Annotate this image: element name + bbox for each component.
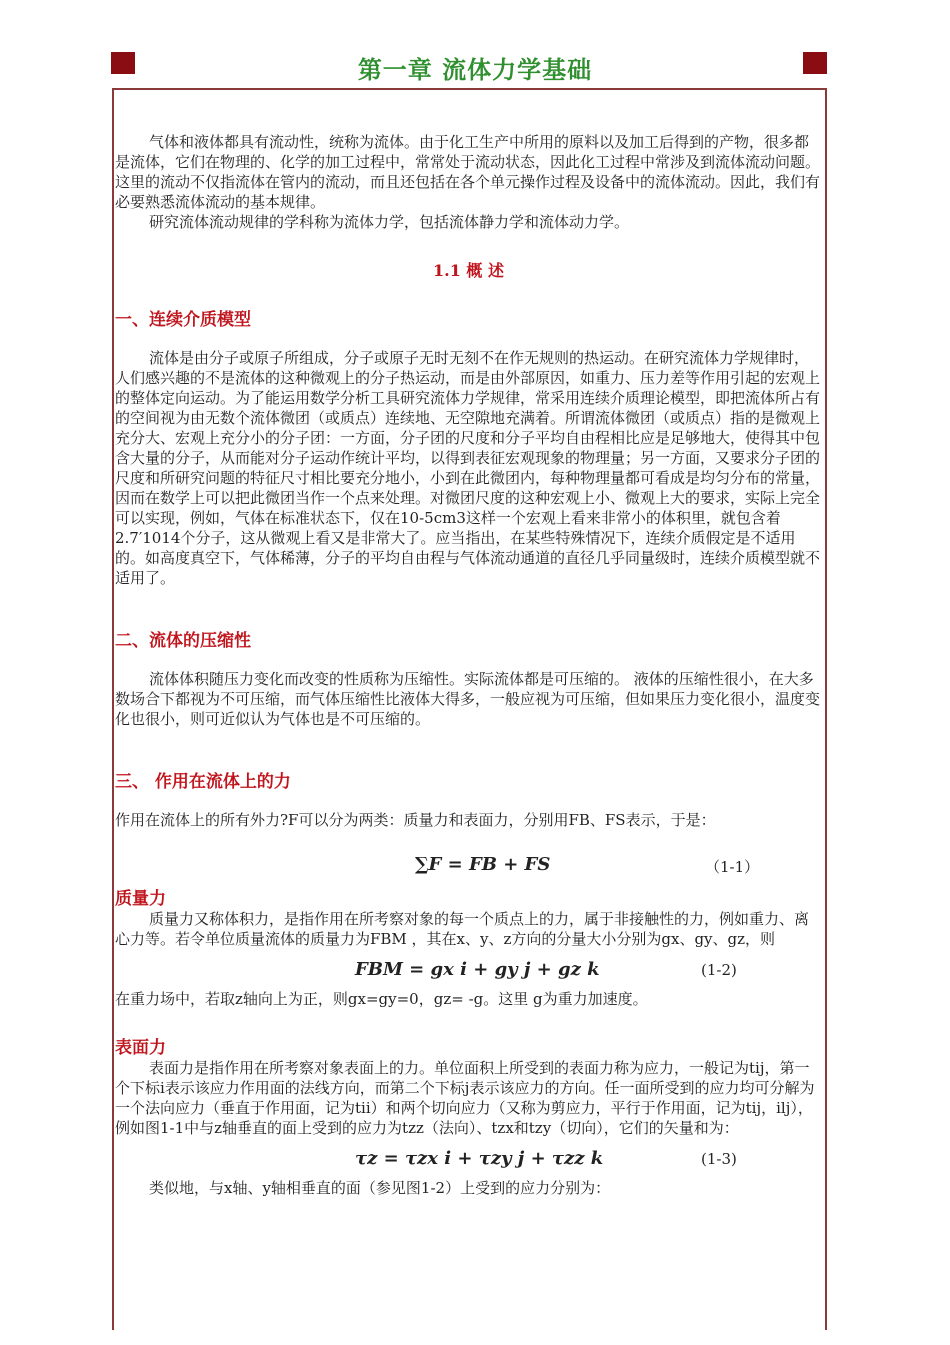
paragraph-gravity: 在重力场中，若取z轴向上为正，则gx=gy=0，gz= -g。这里 g为重力加速度。	[115, 990, 648, 1008]
intro-paragraph-2: 研究流体流动规律的学科称为流体力学，包括流体静力学和流体动力学。	[149, 213, 630, 231]
equation-1-3-number: (1-3)	[701, 1150, 737, 1168]
equation-1-1-number: （1-1）	[705, 858, 760, 876]
equation-1-2-formula: FBM = gx i + gy j + gz k	[355, 959, 600, 980]
equation-1-1	[115, 850, 822, 884]
equation-1-1-formula: ∑F = FB + FS	[415, 854, 551, 875]
heading-compressibility: 二、流体的压缩性	[115, 631, 251, 651]
section-title: 1.1 概 述	[433, 261, 504, 280]
heading-mass-force: 质量力	[115, 889, 166, 909]
paragraph-surface-force: 表面力是指作用在所考察对象表面上的力。单位面积上所受到的表面力称为应力，一般记为tij，第一个下标i表示该应力作用面的法线方向，而第二个下标j表示该应力的方向。任一面所受到的应力均可分解为一个法向应力（垂直于作用面，记为tii）和两个切向应力（又称为剪应力，平行于作用面，记为tij，ilj），例如图1-1中与z轴垂直的面上受到的应力为tzz（法向）、tzx和tzy（切向），它们的矢量和为：	[115, 1059, 815, 1137]
paragraph-forces: 作用在流体上的所有外力?F可以分为两类：质量力和表面力，分别用FB、FS表示，于是：	[115, 811, 716, 829]
equation-1-2-number: (1-2)	[701, 961, 737, 979]
paragraph-compressibility: 流体体积随压力变化而改变的性质称为压缩性。实际流体都是可压缩的。 液体的压缩性很小，在大多数场合下都视为不可压缩，而气体压缩性比液体大得多，一般应视为可压缩，但如果压力变化很小，温度变化也很小，则可近似认为气体也是不可压缩的。	[115, 670, 821, 728]
paragraph-similarly: 类似地，与x轴、y轴相垂直的面（参见图1-2）上受到的应力分别为：	[149, 1179, 611, 1197]
paragraph-mass-force: 质量力又称体积力，是指作用在所考察对象的每一个质点上的力，属于非接触性的力，例如重力、离心力等。若令单位质量流体的质量力为FBM ，其在x、y、z方向的分量大小分别为gx、gy、gz，则	[115, 910, 810, 948]
heading-surface-force: 表面力	[115, 1038, 166, 1058]
paragraph-continuum-model: 流体是由分子或原子所组成，分子或原子无时无刻不在作无规则的热运动。在研究流体力学规律时，人们感兴趣的不是流体的这种微观上的分子热运动，而是由外部原因，如重力、压力差等作用引起的宏观上的整体定向运动。为了能运用数学分析工具研究流体力学规律，常采用连续介质理论模型，即把流体所占有的空间视为由无数个流体微团（或质点）连续地、无空隙地充满着。所谓流体微团（或质点）指的是微观上充分大、宏观上充分小的分子团：一方面，分子团的尺度和分子平均自由程相比应是足够地大，使得其中包含大量的分子，从而能对分子运动作统计平均，以得到表征宏观现象的物理量；另一方面，又要求分子团的尺度和所研究问题的特征尺寸相比要充分地小，小到在此微团内，每种物理量都可看成是均匀分布的常量，因而在数学上可以把此微团当作一个点来处理。对微团尺度的这种宏观上小、微观上大的要求，实际上完全可以实现，例如，气体在标准状态下，仅在10-5cm3这样一个宏观上看来非常小的体积里，就包含着2.7′1014个分子，这从微观上看又是非常大了。应当指出，在某些特殊情况下，连续介质假定是不适用的。如高度真空下，气体稀薄，分子的平均自由程与气体流动通道的直径几乎同量级时，连续介质模型就不适用了。	[115, 349, 821, 587]
equation-1-2	[115, 955, 822, 989]
document-body	[115, 132, 822, 1198]
equation-1-3	[115, 1144, 822, 1178]
intro-paragraph-1: 气体和液体都具有流动性，统称为流体。由于化工生产中所用的原料以及加工后得到的产物，很多都是流体，它们在物理的、化学的加工过程中，常常处于流动状态，因此化工过程中常涉及到流体流动问题。这里的流动不仅指流体在管内的流动，而且还包括在各个单元操作过程及设备中的流体流动。因此，我们有必要熟悉流体流动的基本规律。	[115, 133, 821, 211]
heading-continuum-model: 一、连续介质模型	[115, 310, 251, 330]
equation-1-3-formula: τz = τzx i + τzy j + τzz k	[355, 1148, 604, 1169]
heading-forces: 三、 作用在流体上的力	[115, 772, 291, 792]
chapter-title: 第一章 流体力学基础	[357, 56, 593, 84]
